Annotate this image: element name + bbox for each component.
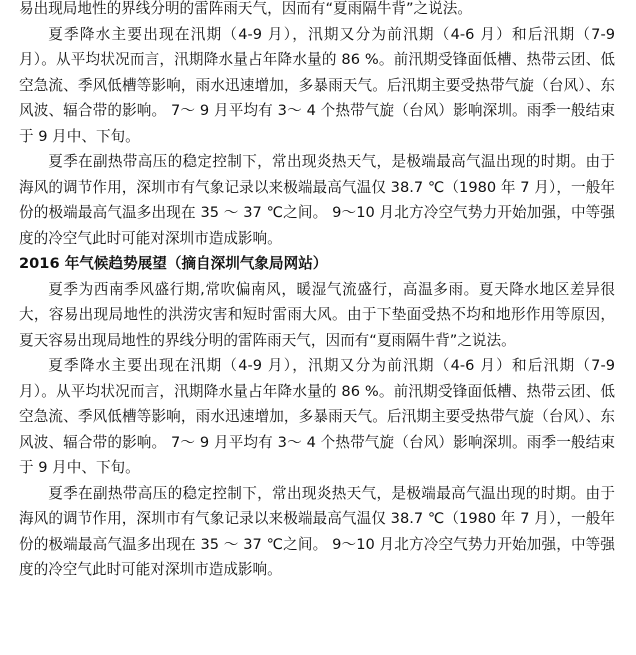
paragraph-rainfall: 夏季降水主要出现在汛期（4-9 月），汛期又分为前汛期（4-6 月）和后汛期（7-9 月）。从平均状况而言，汛期降水量占年降水量的 86 %。前汛期受锋面低槽、热带云团、低空急流、季风低槽等影响，雨水迅速增加，多暴雨天气。后汛期主要受热带气旋（台风）、东风波、辐合带的影响。 7～ 9 月平均有 3～ 4 个热带气旋（台风）影响深圳。雨季一般结束于 9 月中、下旬。 bbox=[19, 357, 615, 476]
paragraph-monsoon: 夏季为西南季风盛行期,常吹偏南风，暖湿气流盛行，高温多雨。夏天降水地区差异很大，容易出现局地性的洪涝灾害和短时雷雨大风。由于下垫面受热不均和地形作用等原因，夏天容易出现局地性的界线分明的雷阵雨天气，因而有“夏雨隔牛背”之说法。 bbox=[19, 280, 615, 349]
paragraph-temperature: 夏季在副热带高压的稳定控制下，常出现炎热天气，是极端最高气温出现的时期。由于海风的调节作用，深圳市有气象记录以来极端最高气温仅 38.7 ℃（1980 年 7 月），一般年份的极端最高气温多出现在 35 ～ 37 ℃之间。 9～10 月北方冷空气势力开始加强，中等强度的冷空气此时可能对深圳市造成影响。 bbox=[19, 153, 615, 247]
paragraph-temperature: 夏季在副热带高压的稳定控制下，常出现炎热天气，是极端最高气温出现的时期。由于海风的调节作用，深圳市有气象记录以来极端最高气温仅 38.7 ℃（1980 年 7 月），一般年份的极端最高气温多出现在 35 ～ 37 ℃之间。 9～10 月北方冷空气势力开始加强，中等强度的冷空气此时可能对深圳市造成影响。 bbox=[19, 484, 615, 578]
paragraph-rainfall: 夏季降水主要出现在汛期（4-9 月），汛期又分为前汛期（4-6 月）和后汛期（7-9 月）。从平均状况而言，汛期降水量占年降水量的 86 %。前汛期受锋面低槽、热带云团、低空急流、季风低槽等影响，雨水迅速增加，多暴雨天气。后汛期主要受热带气旋（台风）、东风波、辐合带的影响。 7～ 9 月平均有 3～ 4 个热带气旋（台风）影响深圳。雨季一般结束于 9 月中、下旬。 bbox=[19, 25, 615, 145]
paragraph-continuation: 易出现局地性的界线分明的雷阵雨天气，因而有“夏雨隔牛背”之说法。 bbox=[19, 0, 472, 17]
document-body bbox=[19, 0, 615, 583]
section-heading: 2016 年气候趋势展望（摘自深圳气象局网站） bbox=[19, 255, 328, 272]
